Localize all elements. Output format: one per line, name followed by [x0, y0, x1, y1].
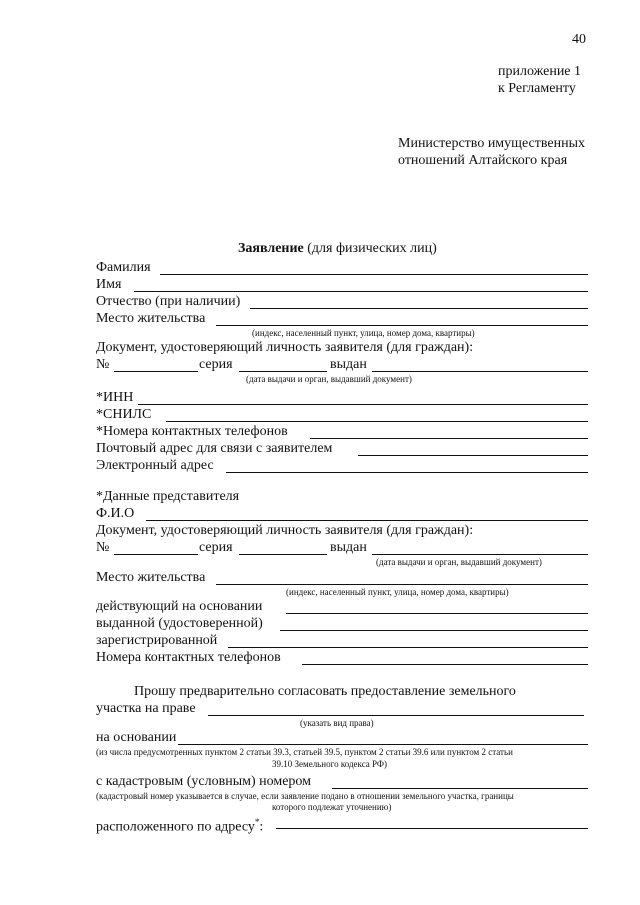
doc-issued-label: выдан	[330, 357, 367, 372]
postal-address-field[interactable]	[358, 455, 588, 456]
doc-issued-field[interactable]	[372, 371, 588, 372]
right-field[interactable]	[208, 715, 584, 716]
representative-header: *Данные представителя	[96, 489, 240, 504]
residence-field[interactable]	[216, 325, 588, 326]
residence-hint: (индекс, населенный пункт, улица, номер дома, квартиры)	[252, 328, 475, 338]
rep-doc-series-field[interactable]	[239, 554, 327, 555]
rep-doc-number-field[interactable]	[114, 554, 198, 555]
snils-field[interactable]	[166, 421, 588, 422]
cadastral-hint-1: (кадастровый номер указывается в случае, если заявление подано в отношении земельного участка, границы	[96, 791, 514, 801]
name-field[interactable]	[134, 291, 588, 292]
doc-number-field[interactable]	[114, 371, 198, 372]
appendix-line-1: приложение 1	[498, 64, 582, 79]
postal-address-label: Почтовый адрес для связи с заявителем	[96, 441, 333, 456]
rep-issued-by-label: выданной (удостоверенной)	[96, 616, 263, 631]
rep-fio-field[interactable]	[146, 520, 588, 521]
email-field[interactable]	[226, 472, 588, 473]
page-number: 40	[572, 32, 586, 47]
rep-residence-hint: (индекс, населенный пункт, улица, номер дома, квартиры)	[286, 587, 509, 597]
address-label-text: расположенного по адресу	[96, 819, 255, 835]
rep-residence-label: Место жительства	[96, 570, 206, 585]
surname-field[interactable]	[160, 274, 588, 275]
rep-identity-document-label: Документ, удостоверяющий личность заявителя (для граждан):	[96, 523, 474, 538]
patronymic-label: Отчество (при наличии)	[96, 294, 241, 309]
rep-basis-field[interactable]	[286, 613, 588, 614]
address-label	[96, 814, 263, 836]
email-label: Электронный адрес	[96, 458, 214, 473]
rep-basis-label: действующий на основании	[96, 599, 263, 614]
recipient-line-2: отношений Алтайского края	[398, 153, 568, 168]
address-colon: :	[259, 819, 264, 835]
cadastral-hint-2: которого подлежат уточнению)	[272, 802, 392, 812]
rep-doc-issued-hint: (дата выдачи и орган, выдавший документ)	[376, 557, 542, 567]
title-bold: Заявление	[238, 241, 304, 256]
cadastral-field[interactable]	[332, 788, 588, 789]
doc-series-label: серия	[199, 357, 233, 372]
name-label: Имя	[96, 277, 122, 292]
inn-field[interactable]	[138, 404, 588, 405]
residence-label: Место жительства	[96, 311, 206, 326]
rep-phones-label: Номера контактных телефонов	[96, 650, 281, 665]
rep-issued-by-field[interactable]	[280, 630, 588, 631]
rep-registered-field[interactable]	[228, 647, 588, 648]
rep-residence-field[interactable]	[216, 584, 588, 585]
patronymic-field[interactable]	[250, 308, 588, 309]
right-hint: (указать вид права)	[300, 718, 374, 728]
request-basis-hint-1: (из числа предусмотренных пунктом 2 статьи 39.3, статьей 39.5, пунктом 2 статьи 39.6 или пунктом 2 статьи	[96, 747, 513, 757]
phones-field[interactable]	[310, 438, 588, 439]
document-title	[238, 241, 437, 257]
title-rest: (для физических лиц)	[303, 241, 437, 256]
identity-document-label: Документ, удостоверяющий личность заявителя (для граждан):	[96, 340, 474, 355]
address-field[interactable]	[276, 828, 588, 829]
recipient-line-1: Министерство имущественных	[398, 136, 585, 151]
doc-series-field[interactable]	[239, 371, 327, 372]
doc-issued-hint: (дата выдачи и орган, выдавший документ)	[246, 374, 412, 384]
rep-fio-label: Ф.И.О	[96, 506, 135, 521]
rep-registered-label: зарегистрированной	[96, 633, 218, 648]
address-footnote-mark: *	[254, 817, 260, 827]
surname-label: Фамилия	[96, 260, 151, 275]
doc-number-label: №	[96, 357, 110, 372]
right-label: участка на праве	[96, 701, 196, 716]
rep-phones-field[interactable]	[302, 664, 588, 665]
request-basis-hint-2: 39.10 Земельного кодекса РФ)	[272, 759, 388, 769]
appendix-line-2: к Регламенту	[498, 81, 576, 96]
snils-label: *СНИЛС	[96, 407, 152, 422]
rep-doc-series-label: серия	[199, 540, 233, 555]
rep-doc-issued-label: выдан	[330, 540, 367, 555]
request-line-1: Прошу предварительно согласовать предоставление земельного	[134, 684, 516, 699]
rep-doc-issued-field[interactable]	[372, 554, 588, 555]
request-basis-label: на основании	[96, 730, 177, 745]
inn-label: *ИНН	[96, 390, 134, 405]
phones-label: *Номера контактных телефонов	[96, 424, 288, 439]
request-basis-field[interactable]	[178, 744, 588, 745]
rep-doc-number-label: №	[96, 540, 110, 555]
cadastral-label: с кадастровым (условным) номером	[96, 774, 312, 789]
